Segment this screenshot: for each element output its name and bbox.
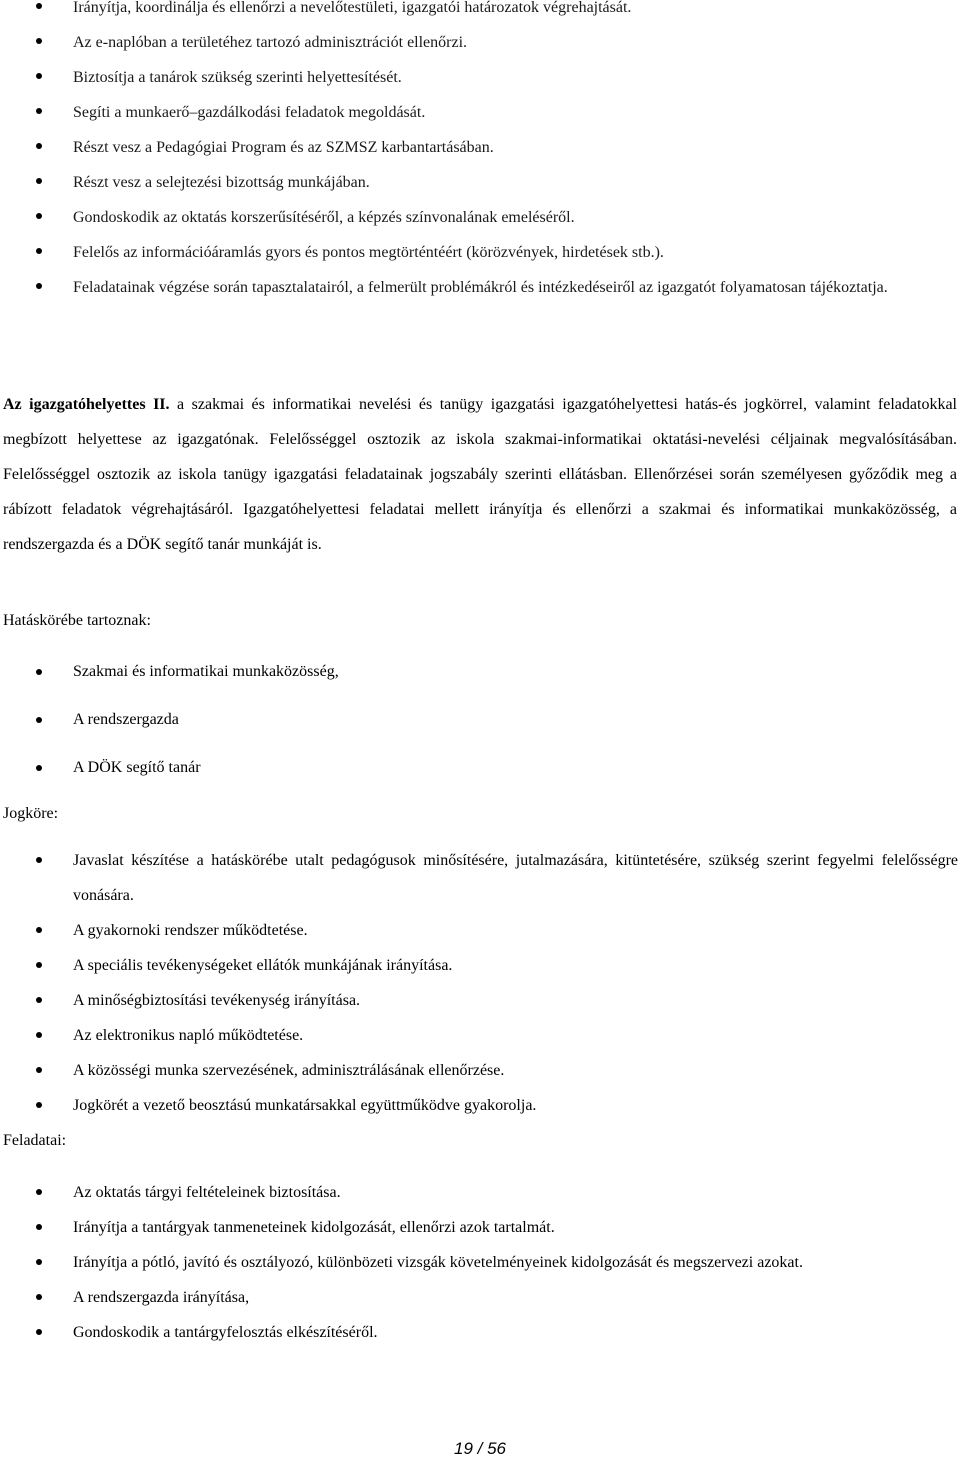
bullet-icon [36,248,42,254]
list-item: A gyakornoki rendszer működtetése. [0,913,960,948]
list-item: Gondoskodik a tantárgyfelosztás elkészítéséről. [0,1315,960,1350]
list-item: Feladatainak végzése során tapasztalatairól, a felmerült problémákról és intézkedéseiről az igazgatót folyamatosan tájékoztatja. [0,270,960,305]
bullet-icon [36,997,42,1003]
bullet-icon [36,1259,42,1265]
authority-label: Jogköre: [3,805,59,822]
list-item: Irányítja a tantárgyak tanmeneteinek kidolgozását, ellenőrzi azok tartalmát. [0,1210,960,1245]
list-item: A közösségi munka szervezésének, adminisztrálásának ellenőrzése. [0,1053,960,1088]
list-item: Irányítja, koordinálja és ellenőrzi a nevelőtestületi, igazgatói határozatok végrehajtását. [0,0,960,25]
tasks-list [0,1175,960,1350]
bullet-icon [36,178,42,184]
list-item: A rendszergazda irányítása, [0,1280,960,1315]
bullet-icon [36,927,42,933]
bullet-icon [36,857,42,863]
duties-list [0,0,960,305]
bullet-icon [36,962,42,968]
bullet-icon [36,669,42,675]
list-item: A DÖK segítő tanár [0,756,960,780]
deputy-title: Az igazgatóhelyettes II. [3,396,170,413]
bullet-icon [36,73,42,79]
bullet-icon [36,1032,42,1038]
bullet-icon [36,283,42,289]
scope-list [0,660,960,780]
bullet-icon [36,213,42,219]
deputy-paragraph [3,387,957,562]
bullet-icon [36,1102,42,1108]
tasks-label: Feladatai: [3,1132,67,1149]
list-item: A speciális tevékenységeket ellátók munkájának irányítása. [0,948,960,983]
list-item: Segíti a munkaerő–gazdálkodási feladatok megoldását. [0,95,960,130]
bullet-icon [36,717,42,723]
bullet-icon [36,108,42,114]
list-item: Részt vesz a selejtezési bizottság munkájában. [0,165,960,200]
bullet-icon [36,1294,42,1300]
bullet-icon [36,3,42,9]
authority-list [0,843,960,1123]
list-item: Felelős az információáramlás gyors és pontos megtörténtéért (körözvények, hirdetések stb.). [0,235,960,270]
bullet-icon [36,1067,42,1073]
bullet-icon [36,143,42,149]
list-item: Részt vesz a Pedagógiai Program és az SZMSZ karbantartásában. [0,130,960,165]
list-item: Az e-naplóban a területéhez tartozó adminisztrációt ellenőrzi. [0,25,960,60]
list-item: A minőségbiztosítási tevékenység irányítása. [0,983,960,1018]
list-item: Az elektronikus napló működtetése. [0,1018,960,1053]
bullet-icon [36,38,42,44]
list-item: A rendszergazda [0,708,960,732]
list-item: Javaslat készítése a hatáskörébe utalt pedagógusok minősítésére, jutalmazására, kitüntetésére, szükség szerint fegyelmi felelősségre vonására. [0,843,960,913]
list-item: Biztosítja a tanárok szükség szerinti helyettesítését. [0,60,960,95]
bullet-icon [36,765,42,771]
list-item: Az oktatás tárgyi feltételeinek biztosítása. [0,1175,960,1210]
bullet-icon [36,1329,42,1335]
page-number: 19 / 56 [454,1439,506,1458]
list-item: Jogkörét a vezető beosztású munkatársakkal együttműködve gyakorolja. [0,1088,960,1123]
scope-label: Hatáskörébe tartoznak: [3,612,151,629]
bullet-icon [36,1189,42,1195]
list-item: Irányítja a pótló, javító és osztályozó, különbözeti vizsgák követelményeinek kidolgozását és megszervezi azokat. [0,1245,960,1280]
deputy-text: a szakmai és informatikai nevelési és tanügy igazgatási igazgatóhelyettesi hatás-és jogkörrel, valamint feladatokkal megbízott helyettese az igazgatónak. Felelősséggel osztozik az iskola szakmai-informatikai oktatási-nevelési céljainak megvalósításában. Felelősséggel osztozik az iskola tanügy igazgatási feladatainak jogszabály szerinti ellátásban. Ellenőrzései során személyesen győződik meg a rábízott feladatok végrehajtásáról. Igazgatóhelyettesi feladatai mellett irányítja és ellenőrzi a szakmai és informatikai munkaközösség, a rendszergazda és a DÖK segítő tanár munkáját is. [3,396,958,553]
list-item: Gondoskodik az oktatás korszerűsítéséről, a képzés színvonalának emeléséről. [0,200,960,235]
list-item: Szakmai és informatikai munkaközösség, [0,660,960,684]
bullet-icon [36,1224,42,1230]
